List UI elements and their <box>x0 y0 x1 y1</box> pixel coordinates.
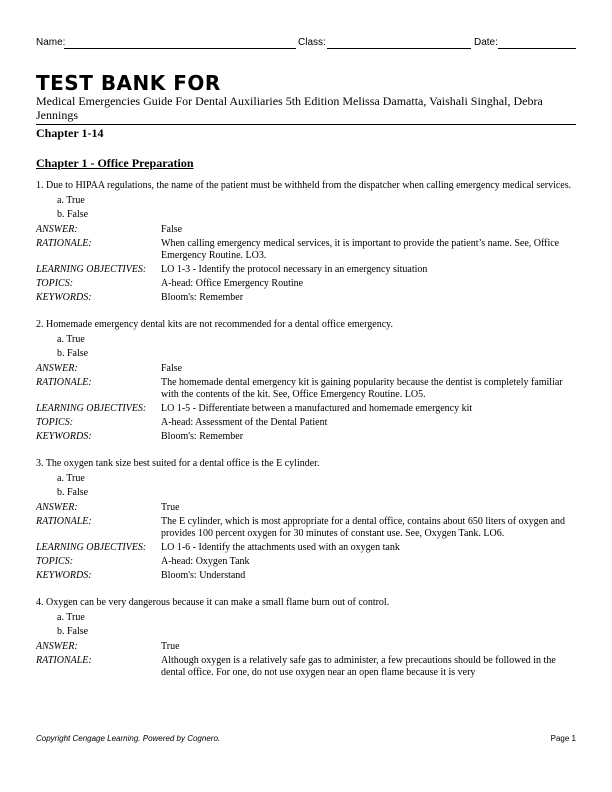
objectives-value: LO 1-6 - Identify the attachments used with an oxygen tank <box>161 542 400 553</box>
keywords-value: Bloom's: Remember <box>161 431 244 442</box>
answer-label: ANSWER: <box>36 224 78 235</box>
answer-row <box>36 502 576 514</box>
answer-label: ANSWER: <box>36 502 78 513</box>
answer-value: True <box>161 641 180 652</box>
answer-row <box>36 224 576 236</box>
book-title: Medical Emergencies Guide For Dental Auxiliaries 5th Edition Melissa Damatta, Vaishali Singhal, Debra Jennings <box>36 94 543 122</box>
answer-value: False <box>161 363 183 374</box>
objectives-row <box>36 542 576 554</box>
rationale-value: The E cylinder, which is most appropriate for a dental office, contains about 650 liters of oxygen and provides 100 percent oxygen for 30 minutes of constant use. See, Oxygen Tank. LO6. <box>161 516 566 539</box>
title-divider <box>36 124 576 125</box>
objectives-row <box>36 403 576 415</box>
copyright-footer: Copyright Cengage Learning. Powered by Cognero. <box>36 734 221 743</box>
chapter-heading: Chapter 1 - Office Preparation <box>36 156 194 170</box>
question-stem: 2. Homemade emergency dental kits are not recommended for a dental office emergency. <box>36 319 393 330</box>
rationale-row <box>36 377 576 401</box>
option-true: a. True <box>57 334 85 345</box>
rationale-label: RATIONALE: <box>36 238 92 249</box>
option-false: b. False <box>57 487 89 498</box>
topics-label: TOPICS: <box>36 556 74 567</box>
keywords-row <box>36 570 576 582</box>
answer-value: True <box>161 502 180 513</box>
option-true: a. True <box>57 195 85 206</box>
name-label: Name: <box>36 37 66 48</box>
topics-label: TOPICS: <box>36 417 74 428</box>
rationale-row <box>36 516 576 540</box>
date-label: Date: <box>474 37 498 48</box>
page-number: Page 1 <box>550 734 576 743</box>
answer-value: False <box>161 224 183 235</box>
date-blank <box>498 48 576 49</box>
question-2 <box>36 319 576 443</box>
topics-row <box>36 278 576 290</box>
test-bank-title: TEST BANK FOR <box>36 71 221 95</box>
keywords-row <box>36 292 576 304</box>
question-stem: 4. Oxygen can be very dangerous because it can make a small flame burn out of control. <box>36 597 390 608</box>
question-list <box>36 180 576 694</box>
answer-label: ANSWER: <box>36 641 78 652</box>
rationale-row <box>36 238 576 262</box>
objectives-value: LO 1-5 - Differentiate between a manufactured and homemade emergency kit <box>161 403 473 414</box>
topics-row <box>36 556 576 568</box>
chapter-range: Chapter 1-14 <box>36 126 104 140</box>
class-label: Class: <box>298 37 326 48</box>
objectives-row <box>36 264 576 276</box>
answer-row <box>36 363 576 375</box>
keywords-row <box>36 431 576 443</box>
student-info-header <box>36 37 576 51</box>
name-blank <box>64 48 296 49</box>
keywords-label: KEYWORDS: <box>36 570 92 581</box>
rationale-label: RATIONALE: <box>36 655 92 666</box>
rationale-row <box>36 655 576 679</box>
rationale-value: Although oxygen is a relatively safe gas to administer, a few precautions should be followed in the dental office. For one, do not use oxygen near an open flame because it is very <box>161 655 556 678</box>
objectives-label: LEARNING OBJECTIVES: <box>36 264 147 275</box>
rationale-value: When calling emergency medical services, it is important to provide the patient’s name. See, Office Emergency Routine. LO3. <box>161 238 560 261</box>
option-true: a. True <box>57 473 85 484</box>
class-blank <box>327 48 471 49</box>
keywords-value: Bloom's: Remember <box>161 292 244 303</box>
keywords-value: Bloom's: Understand <box>161 570 246 581</box>
answer-label: ANSWER: <box>36 363 78 374</box>
topics-value: A-head: Oxygen Tank <box>161 556 250 567</box>
option-false: b. False <box>57 209 89 220</box>
topics-label: TOPICS: <box>36 278 74 289</box>
question-stem: 1. Due to HIPAA regulations, the name of the patient must be withheld from the dispatcher when calling emergency medical services. <box>36 180 572 191</box>
keywords-label: KEYWORDS: <box>36 292 92 303</box>
option-false: b. False <box>57 626 89 637</box>
option-false: b. False <box>57 348 89 359</box>
rationale-label: RATIONALE: <box>36 377 92 388</box>
topics-row <box>36 417 576 429</box>
rationale-value: The homemade dental emergency kit is gaining popularity because the dentist is completely familiar with the contents of the kit. See, Office Emergency Routine. LO5. <box>161 377 563 400</box>
topics-value: A-head: Assessment of the Dental Patient <box>161 417 328 428</box>
keywords-label: KEYWORDS: <box>36 431 92 442</box>
objectives-value: LO 1-3 - Identify the protocol necessary in an emergency situation <box>161 264 428 275</box>
option-true: a. True <box>57 612 85 623</box>
answer-row <box>36 641 576 653</box>
question-4 <box>36 597 576 679</box>
objectives-label: LEARNING OBJECTIVES: <box>36 403 147 414</box>
question-stem: 3. The oxygen tank size best suited for a dental office is the E cylinder. <box>36 458 320 469</box>
topics-value: A-head: Office Emergency Routine <box>161 278 304 289</box>
question-3 <box>36 458 576 582</box>
rationale-label: RATIONALE: <box>36 516 92 527</box>
question-1 <box>36 180 576 304</box>
objectives-label: LEARNING OBJECTIVES: <box>36 542 147 553</box>
